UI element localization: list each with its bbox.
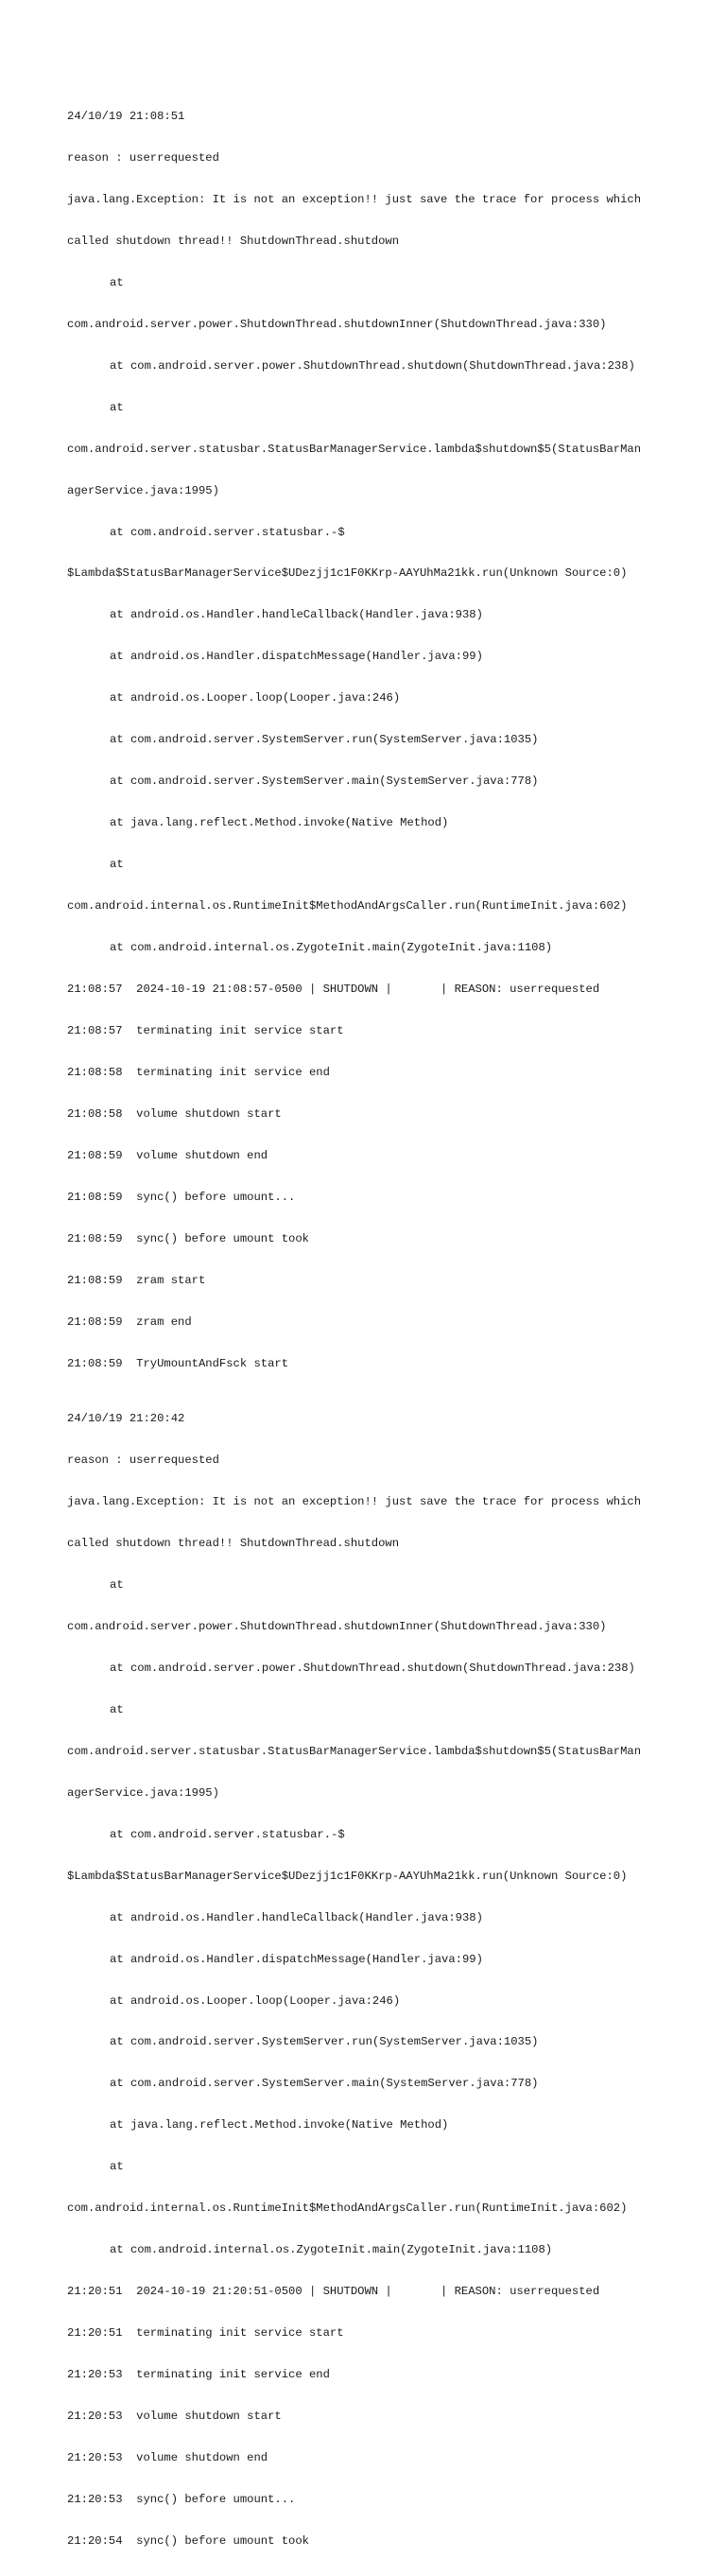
- log-line-stack: at com.android.internal.os.ZygoteInit.main(ZygoteInit.java:1108): [110, 941, 553, 955]
- log-line-event: 21:08:59 TryUmountAndFsck start: [67, 1356, 289, 1370]
- log-line-event: 21:08:59 sync() before umount...: [67, 1190, 296, 1204]
- log-line-stack: $Lambda$StatusBarManagerService$UDezjj1c1F0KKrp-AAYUhMa21kk.run(Unknown Source:0): [67, 1869, 628, 1883]
- log-line-event: 21:20:54 sync() before umount took: [67, 2533, 309, 2548]
- log-line-stack: at java.lang.reflect.Method.invoke(Native Method): [110, 2118, 449, 2132]
- log-line-exception: java.lang.Exception: It is not an exception!! just save the trace for process which: [67, 1495, 642, 1509]
- shutdown-log: [67, 68, 672, 2576]
- log-line-stack: at com.android.server.SystemServer.run(SystemServer.java:1035): [110, 733, 539, 747]
- log-line-stack: com.android.server.statusbar.StatusBarManagerService.lambda$shutdown$5(StatusBarMan: [67, 1744, 642, 1758]
- log-line-stack: at com.android.server.SystemServer.main(SystemServer.java:778): [110, 775, 539, 789]
- log-line-stack: at android.os.Handler.dispatchMessage(Handler.java:99): [110, 1952, 483, 1966]
- log-line-stack: at com.android.internal.os.ZygoteInit.main(ZygoteInit.java:1108): [110, 2243, 553, 2257]
- log-line-stack: agerService.java:1995): [67, 483, 219, 497]
- log-line-stack: at android.os.Looper.loop(Looper.java:246): [110, 691, 401, 705]
- log-line-stack: com.android.internal.os.RuntimeInit$MethodAndArgsCaller.run(RuntimeInit.java:602): [67, 899, 628, 914]
- log-line-stack: $Lambda$StatusBarManagerService$UDezjj1c1F0KKrp-AAYUhMa21kk.run(Unknown Source:0): [67, 566, 628, 581]
- log-line-stack: at android.os.Handler.dispatchMessage(Handler.java:99): [110, 650, 483, 664]
- log-line-event: 21:08:59 zram end: [67, 1314, 192, 1329]
- log-line-at: at: [110, 275, 124, 289]
- log-line-event: 21:08:59 volume shutdown end: [67, 1148, 268, 1162]
- log-line-stack: at android.os.Looper.loop(Looper.java:246): [110, 1993, 401, 2008]
- log-line-event: 21:20:53 sync() before umount...: [67, 2492, 296, 2506]
- log-line-event: 21:08:59 sync() before umount took: [67, 1231, 309, 1245]
- log-line-stack: at com.android.server.power.ShutdownThread.shutdown(ShutdownThread.java:238): [110, 1661, 635, 1675]
- log-line-event: 21:20:53 terminating init service end: [67, 2368, 330, 2382]
- log-line-timestamp: 24/10/19 21:20:42: [67, 1412, 185, 1426]
- log-line-stack: com.android.server.power.ShutdownThread.shutdownInner(ShutdownThread.java:330): [67, 1619, 607, 1633]
- log-line-stack: com.android.server.power.ShutdownThread.shutdownInner(ShutdownThread.java:330): [67, 317, 607, 331]
- log-line-stack: at com.android.server.statusbar.-$: [110, 525, 345, 539]
- log-line-event: 21:08:59 zram start: [67, 1273, 206, 1287]
- log-line-stack: at java.lang.reflect.Method.invoke(Native Method): [110, 816, 449, 830]
- log-line-exception-cont: called shutdown thread!! ShutdownThread.shutdown: [67, 1537, 400, 1551]
- log-line-event: 21:08:58 volume shutdown start: [67, 1106, 282, 1121]
- log-line-event: 21:08:57 terminating init service start: [67, 1023, 344, 1037]
- log-line-at: at: [110, 858, 124, 872]
- log-line-stack: at com.android.server.power.ShutdownThread.shutdown(ShutdownThread.java:238): [110, 358, 635, 373]
- log-line-stack: com.android.internal.os.RuntimeInit$MethodAndArgsCaller.run(RuntimeInit.java:602): [67, 2202, 628, 2216]
- log-line-event: 21:20:53 volume shutdown end: [67, 2451, 268, 2464]
- log-line-stack: com.android.server.statusbar.StatusBarManagerService.lambda$shutdown$5(StatusBarMan: [67, 442, 642, 456]
- log-line-event: 21:08:58 terminating init service end: [67, 1065, 330, 1079]
- log-line-stack: at com.android.server.statusbar.-$: [110, 1827, 345, 1841]
- log-line-stack: at com.android.server.SystemServer.main(SystemServer.java:778): [110, 2077, 539, 2091]
- log-line-event: 21:20:53 volume shutdown start: [67, 2410, 282, 2424]
- log-line-stack: at android.os.Handler.handleCallback(Handler.java:938): [110, 1910, 483, 1924]
- log-line-timestamp: 24/10/19 21:08:51: [67, 109, 185, 123]
- log-line-exception-cont: called shutdown thread!! ShutdownThread.shutdown: [67, 234, 400, 248]
- log-line-at: at: [110, 1702, 124, 1716]
- log-line-stack: at com.android.server.SystemServer.run(SystemServer.java:1035): [110, 2035, 539, 2049]
- log-line-exception: java.lang.Exception: It is not an exception!! just save the trace for process which: [67, 192, 642, 206]
- log-line-at: at: [110, 2160, 124, 2174]
- log-line-event: 21:20:51 2024-10-19 21:20:51-0500 | SHUTDOWN | | REASON: userrequested: [67, 2285, 600, 2299]
- log-line-stack: at android.os.Handler.handleCallback(Handler.java:938): [110, 608, 483, 622]
- log-line-reason: reason : userrequested: [67, 1453, 219, 1468]
- log-line-at: at: [110, 1577, 124, 1592]
- log-line-event: 21:20:51 terminating init service start: [67, 2326, 344, 2341]
- log-line-event: 21:08:57 2024-10-19 21:08:57-0500 | SHUTDOWN | | REASON: userrequested: [67, 982, 600, 996]
- log-line-at: at: [110, 400, 124, 414]
- log-line-reason: reason : userrequested: [67, 150, 219, 165]
- log-line-stack: agerService.java:1995): [67, 1785, 219, 1800]
